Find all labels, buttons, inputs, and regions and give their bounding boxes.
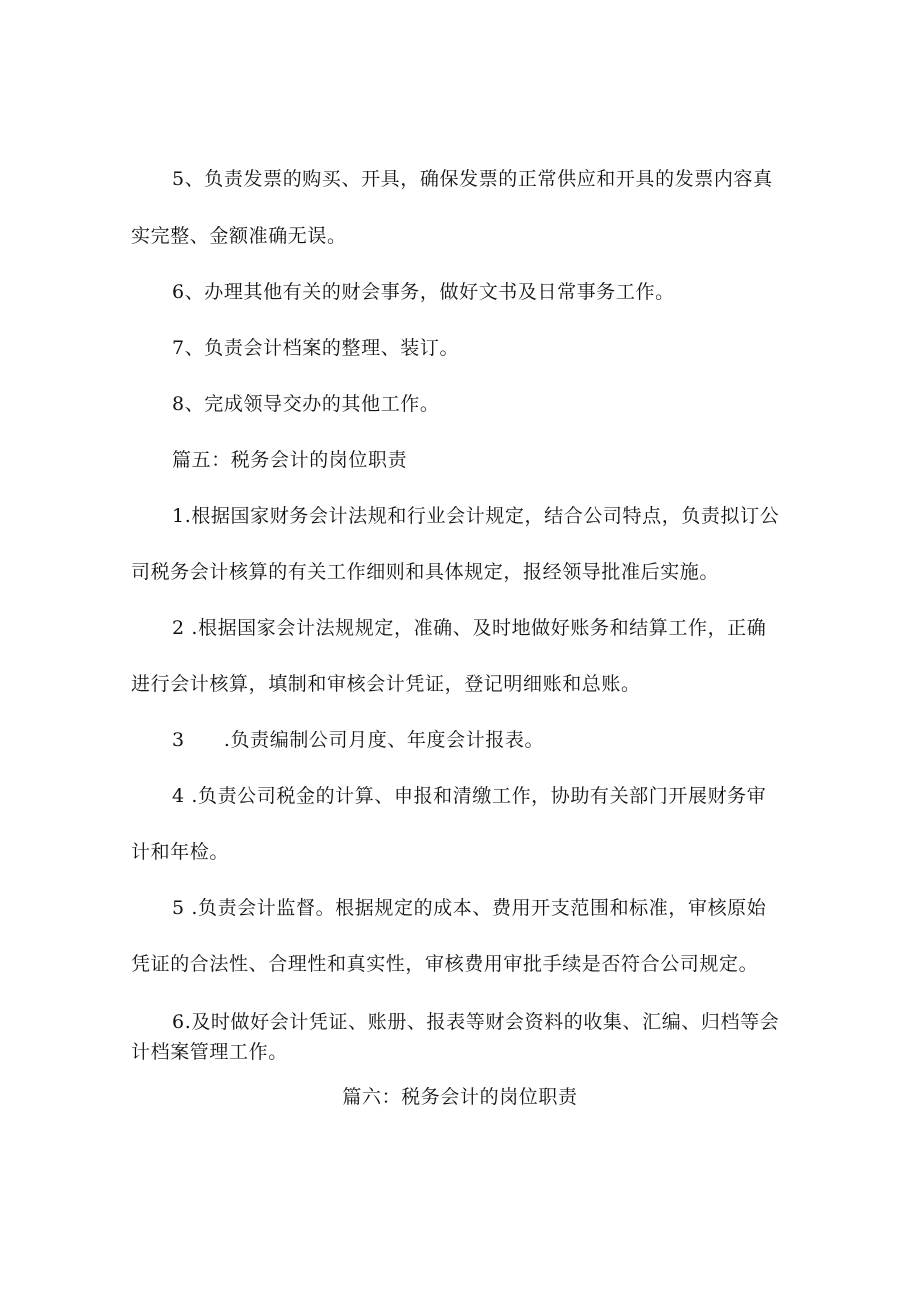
item-4-line-1: 4 .负责公司税金的计算、申报和清缴工作，协助有关部门开展财务审	[172, 785, 767, 807]
paragraph-8-other-work: 8、完成领导交办的其他工作。	[172, 393, 440, 415]
item-5-line-2: 凭证的合法性、合理性和真实性，审核费用审批手续是否符合公司规定。	[131, 953, 759, 975]
item-6-line-1: 6.及时做好会计凭证、账册、报表等财会资料的收集、汇编、归档等会	[172, 1011, 780, 1033]
item-5-line-1: 5 .负责会计监督。根据规定的成本、费用开支范围和标准，审核原始	[172, 897, 767, 919]
section-heading-part-five: 篇五：税务会计的岗位职责	[172, 449, 408, 471]
paragraph-7-archives: 7、负责会计档案的整理、装订。	[172, 337, 460, 359]
item-2-line-1: 2 .根据国家会计法规规定，准确、及时地做好账务和结算工作，正确	[172, 617, 767, 639]
item-1-line-2: 司税务会计核算的有关工作细则和具体规定，报经领导批准后实施。	[131, 561, 720, 583]
paragraph-5-invoice-line-2: 实完整、金额准确无误。	[131, 225, 347, 247]
item-1-line-1: 1.根据国家财务会计法规和行业会计规定，结合公司特点，负责拟订公	[172, 505, 780, 527]
item-3: 3 .负责编制公司月度、年度会计报表。	[172, 729, 545, 751]
item-2-line-2: 进行会计核算，填制和审核会计凭证，登记明细账和总账。	[131, 673, 641, 695]
paragraph-5-invoice-line-1: 5、负责发票的购买、开具，确保发票的正常供应和开具的发票内容真	[172, 168, 773, 190]
item-6-line-2: 计档案管理工作。	[131, 1041, 288, 1063]
paragraph-6-affairs: 6、办理其他有关的财会事务，做好文书及日常事务工作。	[172, 281, 675, 303]
section-heading-part-six: 篇六：税务会计的岗位职责	[342, 1086, 578, 1108]
item-4-line-2: 计和年检。	[131, 841, 230, 863]
